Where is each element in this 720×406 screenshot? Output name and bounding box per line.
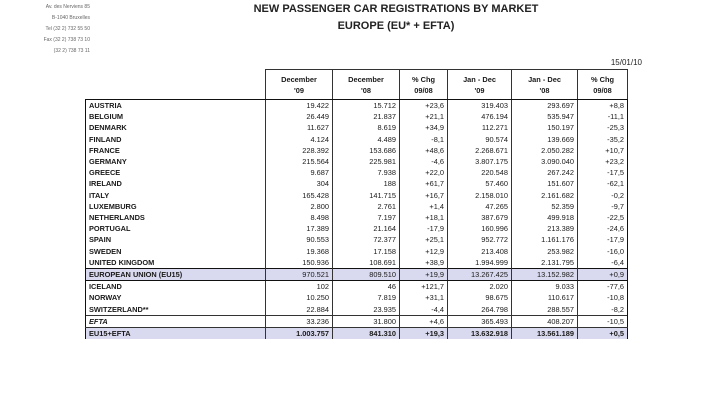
value-cell: 10.250	[266, 292, 333, 303]
value-cell: 33.236	[266, 315, 333, 327]
value-cell: 2.161.682	[512, 190, 578, 201]
value-cell: 26.449	[266, 111, 333, 122]
value-cell: 387.679	[448, 212, 512, 223]
address-line: (32 2) 738 73 11	[53, 48, 90, 54]
value-cell: 2.131.795	[512, 257, 578, 269]
value-cell: -6,4	[578, 257, 628, 269]
value-cell: 110.617	[512, 292, 578, 303]
value-cell: 108.691	[333, 257, 400, 269]
table-row	[86, 212, 628, 223]
table-row	[86, 134, 628, 145]
table-row	[86, 156, 628, 167]
value-cell: +19,9	[400, 269, 448, 281]
value-cell: -24,6	[578, 223, 628, 234]
value-cell: 15.712	[333, 100, 400, 112]
country-cell: FINLAND	[86, 134, 266, 145]
title-line-2: EUROPE (EU* + EFTA)	[337, 20, 455, 32]
value-cell: 288.557	[512, 304, 578, 316]
address-line: B-1040 Bruxelles	[51, 15, 90, 21]
value-cell: 72.377	[333, 234, 400, 245]
value-cell: +61,7	[400, 178, 448, 189]
value-cell: 535.947	[512, 111, 578, 122]
value-cell: -62,1	[578, 178, 628, 189]
value-cell: 17.389	[266, 223, 333, 234]
value-cell: 150.197	[512, 122, 578, 133]
table-row	[86, 304, 628, 316]
value-cell: -16,0	[578, 246, 628, 257]
table-row	[86, 111, 628, 122]
value-cell: 98.675	[448, 292, 512, 303]
value-cell: -17,9	[578, 234, 628, 245]
value-cell: 952.772	[448, 234, 512, 245]
value-cell: 153.686	[333, 145, 400, 156]
country-cell: SWEDEN	[86, 246, 266, 257]
value-cell: 1.994.999	[448, 257, 512, 269]
value-cell: +48,6	[400, 145, 448, 156]
table-row	[86, 269, 628, 281]
value-cell: +22,0	[400, 167, 448, 178]
value-cell: +19,3	[400, 328, 448, 340]
document-title	[218, 1, 574, 35]
value-cell: 150.936	[266, 257, 333, 269]
country-cell: AUSTRIA	[86, 100, 266, 112]
value-cell: 7.938	[333, 167, 400, 178]
header-chg-dec: % Chg 09/08	[400, 70, 448, 100]
value-cell: -4,6	[400, 156, 448, 167]
value-cell: 213.408	[448, 246, 512, 257]
value-cell: -17,5	[578, 167, 628, 178]
value-cell: -22,5	[578, 212, 628, 223]
header-dec09: December '09	[266, 70, 333, 100]
country-cell: LUXEMBURG	[86, 201, 266, 212]
value-cell: -77,6	[578, 281, 628, 293]
value-cell: +4,6	[400, 315, 448, 327]
value-cell: 9.687	[266, 167, 333, 178]
value-cell: +38,9	[400, 257, 448, 269]
value-cell: 841.310	[333, 328, 400, 340]
value-cell: 141.715	[333, 190, 400, 201]
value-cell: 2.761	[333, 201, 400, 212]
value-cell: -35,2	[578, 134, 628, 145]
value-cell: 13.152.982	[512, 269, 578, 281]
table-row	[86, 315, 628, 327]
value-cell: 7.819	[333, 292, 400, 303]
value-cell: 215.564	[266, 156, 333, 167]
title-line-1: NEW PASSENGER CAR REGISTRATIONS BY MARKET	[253, 3, 539, 15]
value-cell: 2.020	[448, 281, 512, 293]
value-cell: 13.561.189	[512, 328, 578, 340]
country-cell: EFTA	[86, 315, 266, 327]
value-cell: +18,1	[400, 212, 448, 223]
country-cell: BELGIUM	[86, 111, 266, 122]
table-row	[86, 167, 628, 178]
registrations-table	[85, 69, 628, 339]
value-cell: +10,7	[578, 145, 628, 156]
country-cell: ITALY	[86, 190, 266, 201]
country-cell: PORTUGAL	[86, 223, 266, 234]
value-cell: +0,9	[578, 269, 628, 281]
value-cell: 1.161.176	[512, 234, 578, 245]
value-cell: 3.090.040	[512, 156, 578, 167]
value-cell: 4.124	[266, 134, 333, 145]
country-cell: NORWAY	[86, 292, 266, 303]
value-cell: 8.619	[333, 122, 400, 133]
value-cell: 213.389	[512, 223, 578, 234]
value-cell: 253.982	[512, 246, 578, 257]
value-cell: -17,9	[400, 223, 448, 234]
value-cell: 11.627	[266, 122, 333, 133]
table-row	[86, 178, 628, 189]
country-cell: SWITZERLAND**	[86, 304, 266, 316]
country-cell: NETHERLANDS	[86, 212, 266, 223]
value-cell: -10,5	[578, 315, 628, 327]
value-cell: 19.368	[266, 246, 333, 257]
header-ytd09: Jan - Dec '09	[448, 70, 512, 100]
value-cell: 7.197	[333, 212, 400, 223]
value-cell: 8.498	[266, 212, 333, 223]
value-cell: 225.981	[333, 156, 400, 167]
value-cell: 476.194	[448, 111, 512, 122]
value-cell: 22.884	[266, 304, 333, 316]
value-cell: 151.607	[512, 178, 578, 189]
value-cell: 52.359	[512, 201, 578, 212]
country-cell: SPAIN	[86, 234, 266, 245]
table-row	[86, 234, 628, 245]
table-row	[86, 292, 628, 303]
country-cell: EUROPEAN UNION (EU15)	[86, 269, 266, 281]
value-cell: +23,6	[400, 100, 448, 112]
value-cell: 970.521	[266, 269, 333, 281]
value-cell: 304	[266, 178, 333, 189]
value-cell: 57.460	[448, 178, 512, 189]
value-cell: 17.158	[333, 246, 400, 257]
value-cell: +16,7	[400, 190, 448, 201]
value-cell: 2.268.671	[448, 145, 512, 156]
value-cell: 499.918	[512, 212, 578, 223]
value-cell: 4.489	[333, 134, 400, 145]
table-row	[86, 328, 628, 340]
address-line: Tel (32 2) 732 55 50	[45, 26, 90, 32]
value-cell: 9.033	[512, 281, 578, 293]
address-line: Fax (32 2) 738 73 10	[43, 37, 90, 43]
value-cell: 2.800	[266, 201, 333, 212]
value-cell: 31.800	[333, 315, 400, 327]
value-cell: 264.798	[448, 304, 512, 316]
value-cell: 165.428	[266, 190, 333, 201]
value-cell: 3.807.175	[448, 156, 512, 167]
value-cell: 90.574	[448, 134, 512, 145]
value-cell: +34,9	[400, 122, 448, 133]
header-dec08: December '08	[333, 70, 400, 100]
table-row	[86, 201, 628, 212]
value-cell: +23,2	[578, 156, 628, 167]
value-cell: 365.493	[448, 315, 512, 327]
value-cell: 228.392	[266, 145, 333, 156]
header-row	[86, 70, 628, 100]
value-cell: +0,5	[578, 328, 628, 340]
header-blank	[86, 70, 266, 100]
country-cell: UNITED KINGDOM	[86, 257, 266, 269]
value-cell: -10,8	[578, 292, 628, 303]
value-cell: 13.267.425	[448, 269, 512, 281]
value-cell: -0,2	[578, 190, 628, 201]
value-cell: 23.935	[333, 304, 400, 316]
value-cell: 220.548	[448, 167, 512, 178]
address-line: Av. des Nerviens 85	[45, 4, 90, 10]
country-cell: GREECE	[86, 167, 266, 178]
value-cell: +12,9	[400, 246, 448, 257]
country-cell: EU15+EFTA	[86, 328, 266, 340]
value-cell: 188	[333, 178, 400, 189]
value-cell: -9,7	[578, 201, 628, 212]
table-row	[86, 122, 628, 133]
report-date: 15/01/10	[610, 58, 642, 67]
value-cell: 408.207	[512, 315, 578, 327]
value-cell: -8,1	[400, 134, 448, 145]
country-cell: FRANCE	[86, 145, 266, 156]
table-row	[86, 223, 628, 234]
sender-address	[4, 2, 90, 57]
value-cell: -4,4	[400, 304, 448, 316]
value-cell: 2.158.010	[448, 190, 512, 201]
value-cell: 293.697	[512, 100, 578, 112]
value-cell: -25,3	[578, 122, 628, 133]
value-cell: +31,1	[400, 292, 448, 303]
value-cell: +25,1	[400, 234, 448, 245]
value-cell: -11,1	[578, 111, 628, 122]
value-cell: -8,2	[578, 304, 628, 316]
value-cell: 2.050.282	[512, 145, 578, 156]
value-cell: +121,7	[400, 281, 448, 293]
table-row	[86, 257, 628, 269]
value-cell: 267.242	[512, 167, 578, 178]
table-row	[86, 281, 628, 293]
value-cell: 47.265	[448, 201, 512, 212]
table-row	[86, 190, 628, 201]
table-row	[86, 145, 628, 156]
value-cell: 46	[333, 281, 400, 293]
value-cell: 160.996	[448, 223, 512, 234]
country-cell: DENMARK	[86, 122, 266, 133]
value-cell: 319.403	[448, 100, 512, 112]
value-cell: 21.164	[333, 223, 400, 234]
country-cell: IRELAND	[86, 178, 266, 189]
value-cell: 1.003.757	[266, 328, 333, 340]
header-ytd08: Jan - Dec '08	[512, 70, 578, 100]
table-row	[86, 100, 628, 112]
value-cell: +8,8	[578, 100, 628, 112]
table-row	[86, 246, 628, 257]
value-cell: 102	[266, 281, 333, 293]
country-cell: ICELAND	[86, 281, 266, 293]
value-cell: +21,1	[400, 111, 448, 122]
value-cell: 809.510	[333, 269, 400, 281]
value-cell: 139.669	[512, 134, 578, 145]
value-cell: 112.271	[448, 122, 512, 133]
header-chg-ytd: % Chg 09/08	[578, 70, 628, 100]
value-cell: 19.422	[266, 100, 333, 112]
value-cell: 13.632.918	[448, 328, 512, 340]
value-cell: 21.837	[333, 111, 400, 122]
value-cell: 90.553	[266, 234, 333, 245]
country-cell: GERMANY	[86, 156, 266, 167]
value-cell: +1,4	[400, 201, 448, 212]
